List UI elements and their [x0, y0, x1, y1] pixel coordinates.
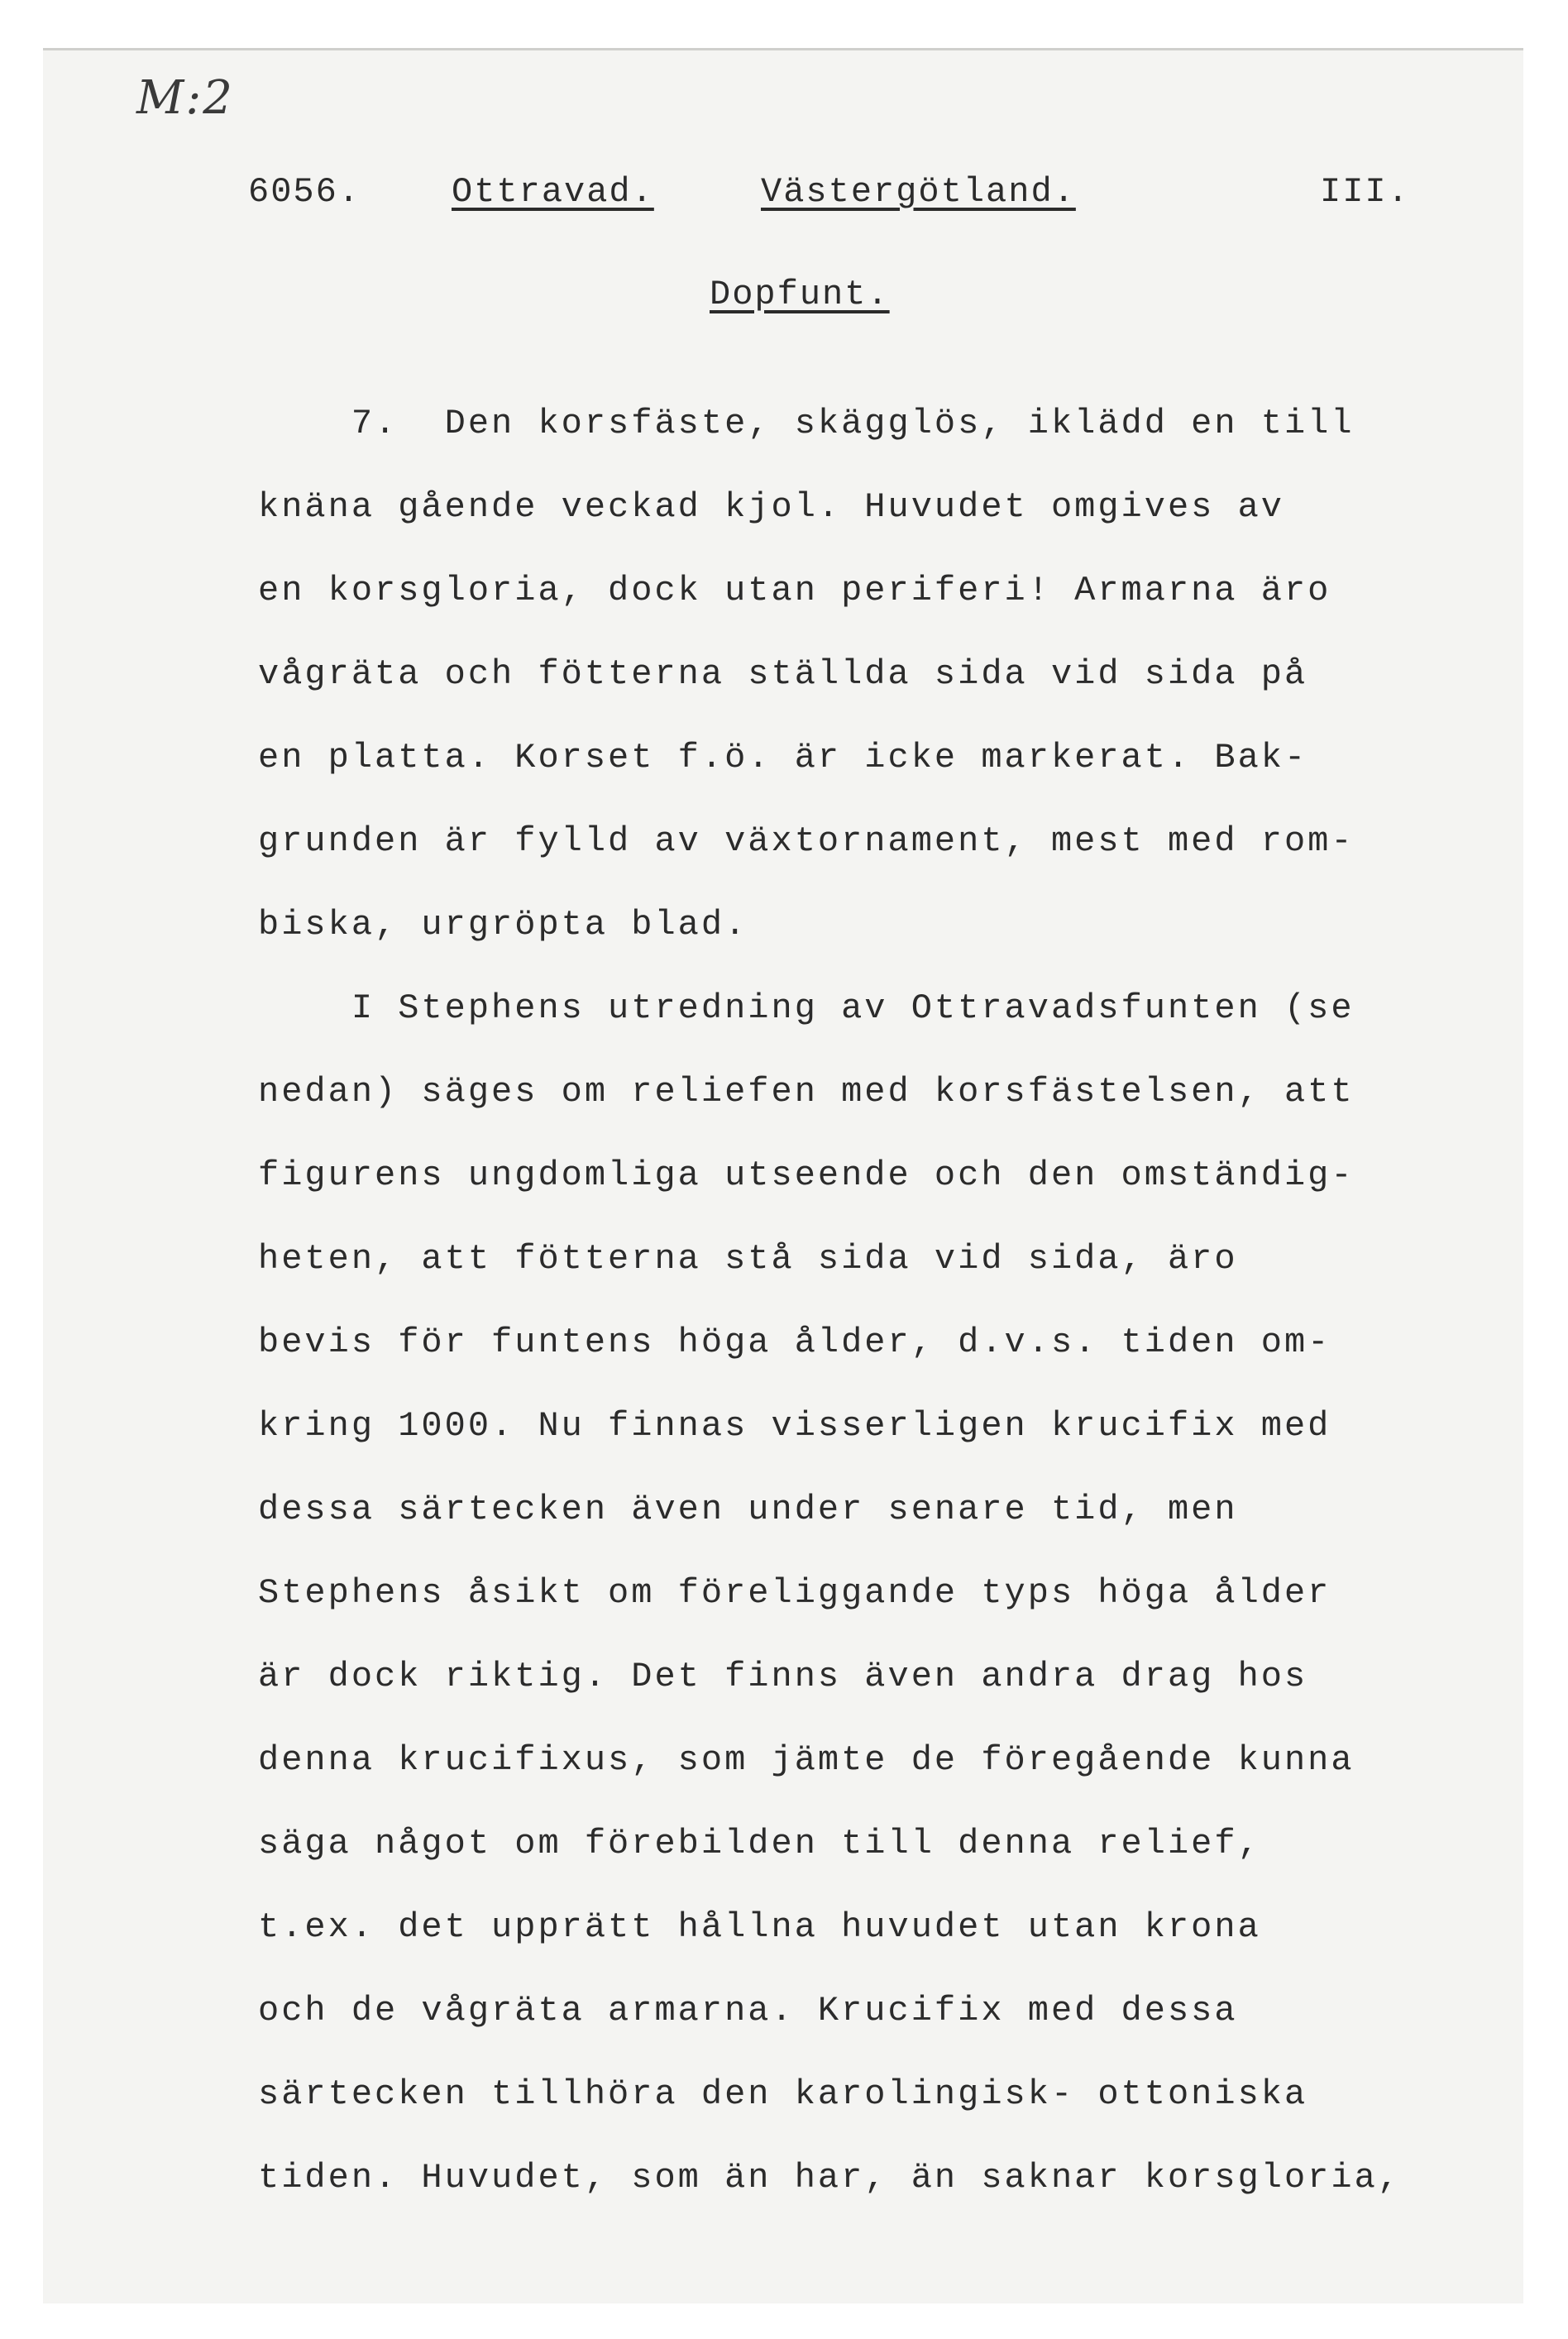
text-line: är dock riktig. Det finns även andra drag hos: [258, 1657, 1308, 1696]
text-line: en platta. Korset f.ö. är icke markerat. Bak-: [258, 738, 1308, 777]
section-title: Dopfunt.: [710, 275, 890, 314]
text-line: I Stephens utredning av Ottravadsfunten (se: [258, 988, 1355, 1028]
handwritten-mark: M:2: [136, 71, 234, 125]
document-header: [0, 172, 1568, 225]
text-line: Stephens åsikt om föreliggande typs höga ålder: [258, 1573, 1331, 1613]
text-line: särtecken tillhöra den karolingisk- ottoniska: [258, 2074, 1308, 2114]
place-name: Ottravad.: [452, 172, 654, 212]
text-line: biska, urgröpta blad.: [258, 905, 748, 945]
text-line: heten, att fötterna stå sida vid sida, äro: [258, 1239, 1238, 1279]
text-line: knäna gående veckad kjol. Huvudet omgives av: [258, 487, 1284, 527]
record-number: 6056.: [248, 172, 361, 212]
text-line: vågräta och fötterna ställda sida vid sida på: [258, 654, 1308, 694]
text-line: t.ex. det upprätt hållna huvudet utan krona: [258, 1907, 1261, 1947]
text-line: figurens ungdomliga utseende och den omständig-: [258, 1155, 1355, 1195]
text-line: tiden. Huvudet, som än har, än saknar korsgloria,: [258, 2158, 1402, 2198]
volume-number: III.: [1320, 172, 1410, 212]
text-line: och de vågräta armarna. Krucifix med dessa: [258, 1991, 1238, 2030]
text-line: grunden är fylld av växtornament, mest med rom-: [258, 821, 1355, 861]
text-line: en korsgloria, dock utan periferi! Armarna äro: [258, 571, 1331, 610]
text-line: dessa särtecken även under senare tid, men: [258, 1490, 1238, 1529]
text-line: kring 1000. Nu finnas visserligen krucifix med: [258, 1406, 1331, 1446]
text-line: denna krucifixus, som jämte de föregående kunna: [258, 1740, 1355, 1780]
body-text: [258, 382, 1515, 2220]
text-line: bevis för funtens höga ålder, d.v.s. tiden om-: [258, 1323, 1331, 1362]
text-line: nedan) säges om reliefen med korsfästelsen, att: [258, 1072, 1355, 1112]
text-line: säga något om förebilden till denna relief,: [258, 1824, 1261, 1863]
text-line: 7. Den korsfäste, skägglös, iklädd en till: [258, 404, 1355, 443]
province-name: Västergötland.: [761, 172, 1076, 212]
